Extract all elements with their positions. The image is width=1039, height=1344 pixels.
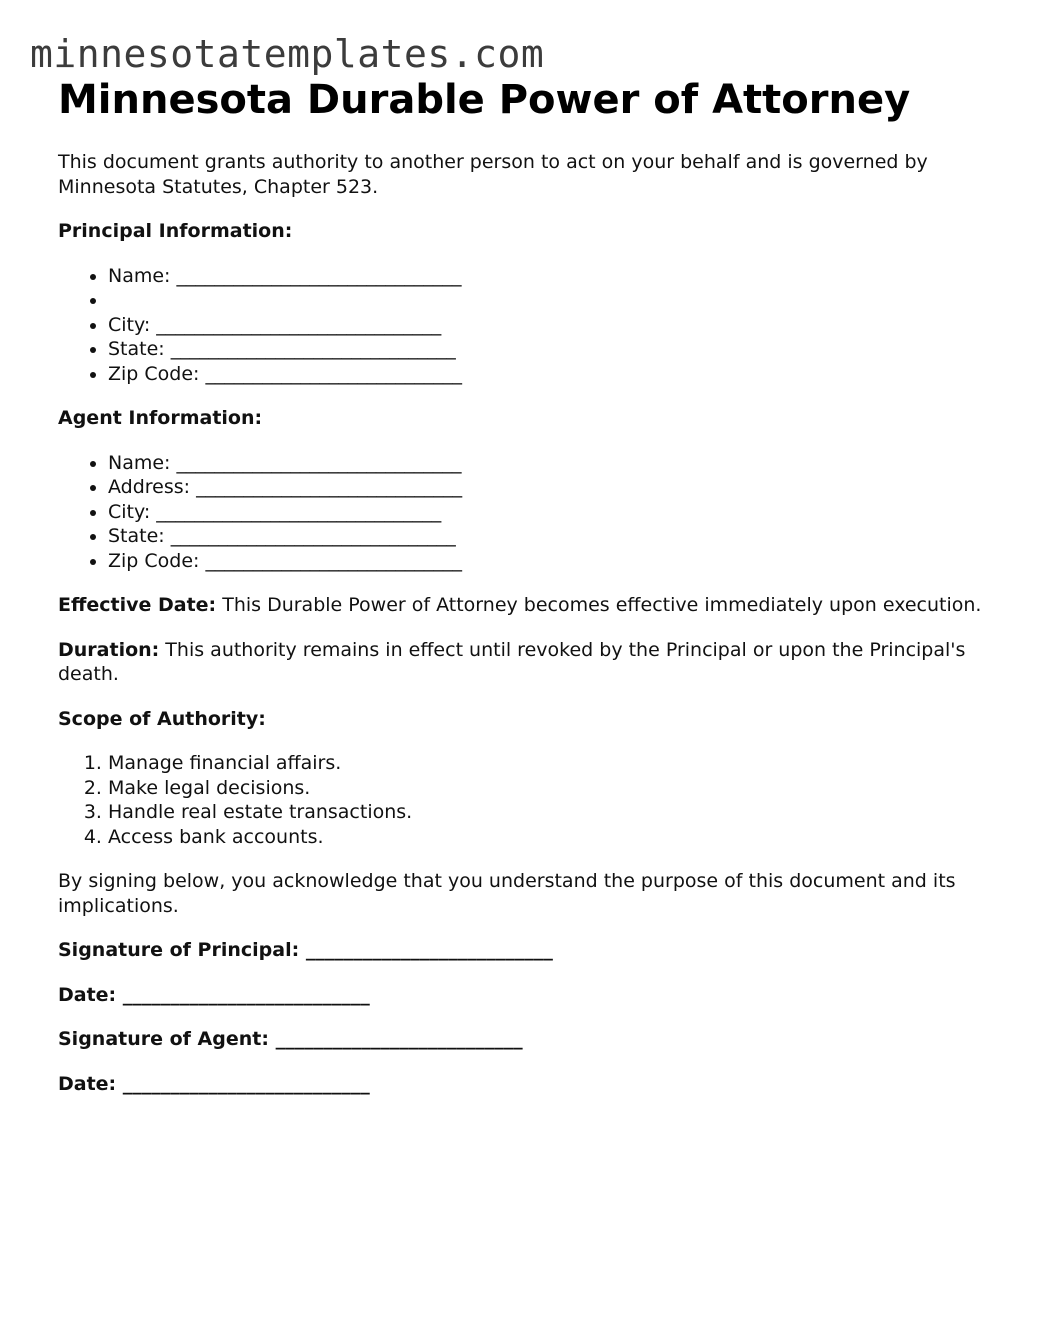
principal-heading: Principal Information: (58, 220, 293, 242)
duration-paragraph (58, 638, 998, 687)
scope-item: 2. Make legal decisions. (108, 776, 998, 801)
agent-name-field[interactable]: • Name: ______________________________ (108, 451, 998, 476)
agent-address-field[interactable]: • Address: ____________________________ (108, 475, 998, 500)
document-body (58, 76, 998, 1096)
agent-info-list (58, 451, 998, 574)
agent-date-field[interactable]: Date: __________________________ (58, 1072, 370, 1095)
agent-city-field[interactable]: • City: ______________________________ (108, 500, 998, 525)
principal-signature-field[interactable]: Signature of Principal: __________________________ (58, 939, 553, 961)
scope-item: 4. Access bank accounts. (108, 825, 998, 850)
scope-item: 1. Manage financial affairs. (108, 751, 998, 776)
duration-text: This authority remains in effect until revoked by the Principal or upon the Principal's death. (58, 638, 966, 685)
agent-zip-field[interactable]: • Zip Code: ___________________________ (108, 549, 998, 574)
principal-date-field[interactable]: Date: __________________________ (58, 983, 370, 1006)
site-watermark: minnesotatemplates.com (30, 32, 545, 76)
principal-city-field[interactable]: • City: ______________________________ (108, 313, 998, 338)
principal-state-field[interactable]: • State: ______________________________ (108, 337, 998, 362)
document-title: Minnesota Durable Power of Attorney (58, 77, 911, 123)
scope-item: 3. Handle real estate transactions. (108, 800, 998, 825)
effective-date-text: This Durable Power of Attorney becomes effective immediately upon execution. (216, 594, 982, 616)
principal-zip-field[interactable]: • Zip Code: ___________________________ (108, 362, 998, 387)
intro-paragraph: This document grants authority to another person to act on your behalf and is governed by Minnesota Statutes, Chapter 523. (58, 151, 928, 198)
duration-label: Duration: (58, 638, 160, 661)
scope-heading: Scope of Authority: (58, 707, 266, 730)
effective-date-label: Effective Date: (58, 594, 217, 616)
agent-signature-field[interactable]: Signature of Agent: __________________________ (58, 1028, 523, 1050)
principal-name-field[interactable]: • Name: ______________________________ (108, 264, 998, 289)
principal-address-field[interactable] (108, 288, 998, 313)
agent-state-field[interactable]: • State: ______________________________ (108, 524, 998, 549)
agent-heading: Agent Information: (58, 407, 263, 429)
scope-list (58, 751, 998, 849)
effective-date-paragraph (58, 593, 998, 618)
acknowledgment-paragraph: By signing below, you acknowledge that you understand the purpose of this document and its implications. (58, 870, 956, 917)
principal-info-list (58, 264, 998, 387)
